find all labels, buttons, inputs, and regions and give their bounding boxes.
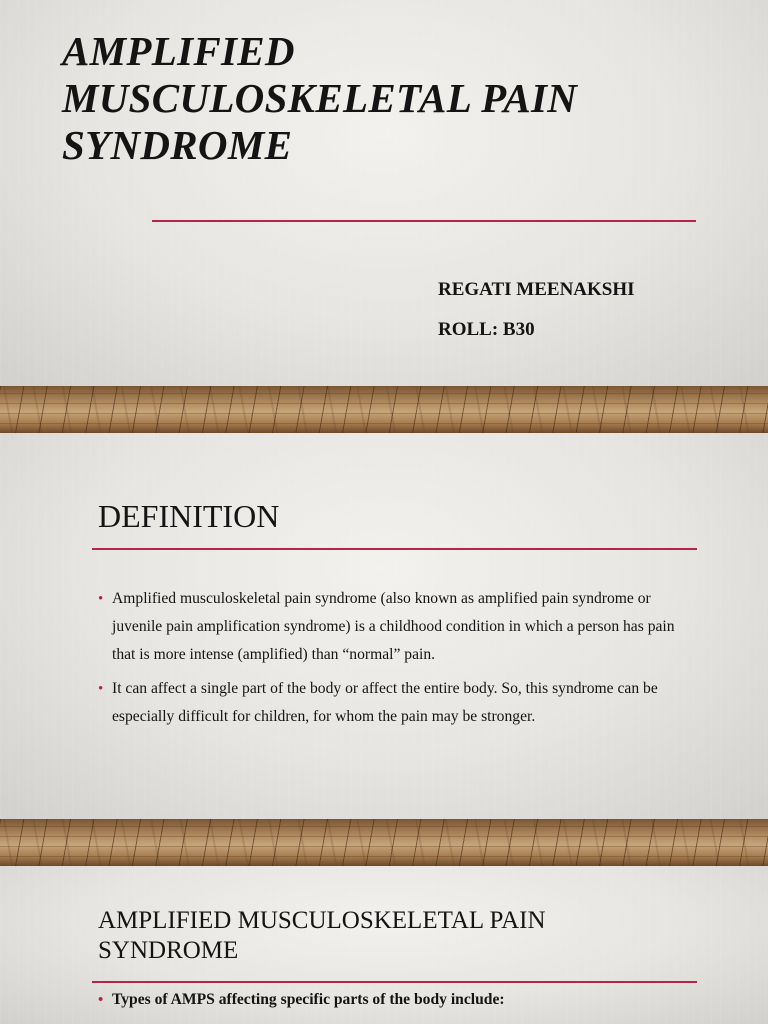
definition-bullets: [98, 585, 688, 737]
presentation-title: [62, 28, 702, 169]
bullet-dot-icon: •: [98, 681, 104, 697]
slide-amps: [0, 866, 768, 1024]
list-item: [98, 986, 688, 1014]
slide-heading: DEFINITION: [98, 498, 280, 534]
title-line-3: SYNDROME: [62, 122, 293, 168]
list-item: [98, 585, 688, 669]
bullet-text: It can affect a single part of the body or affect the entire body. So, this syndrome can be especially difficult for children, for whom the pain may be stronger.: [112, 680, 658, 725]
bullet-dot-icon: •: [98, 992, 104, 1008]
list-item: [98, 675, 688, 731]
title-line-1: AMPLIFIED: [62, 28, 295, 74]
heading-divider: [92, 548, 697, 550]
slide-title: [0, 0, 768, 386]
title-line-2: MUSCULOSKELETAL PAIN: [62, 75, 578, 121]
wood-floor-decoration: [0, 386, 768, 433]
roll-number: ROLL: B30: [438, 319, 535, 340]
wood-floor-decoration: [0, 819, 768, 866]
heading-line-2: SYNDROME: [98, 937, 239, 964]
amps-bullets: [98, 986, 688, 1020]
heading-line-1: AMPLIFIED MUSCULOSKELETAL PAIN: [98, 907, 546, 934]
bullet-dot-icon: •: [98, 591, 104, 607]
title-divider: [152, 220, 696, 222]
heading-divider: [92, 981, 697, 983]
slide-heading: [98, 906, 546, 966]
author-name: REGATI MEENAKSHI: [438, 279, 635, 300]
bullet-text: Types of AMPS affecting specific parts of the body include:: [112, 991, 505, 1008]
bullet-text: Amplified musculoskeletal pain syndrome (also known as amplified pain syndrome or juvenile pain amplification syndrome) is a childhood condition in which a person has pain that is more intense (amplified) than “normal” pain.: [112, 590, 675, 663]
slide-definition: [0, 433, 768, 819]
